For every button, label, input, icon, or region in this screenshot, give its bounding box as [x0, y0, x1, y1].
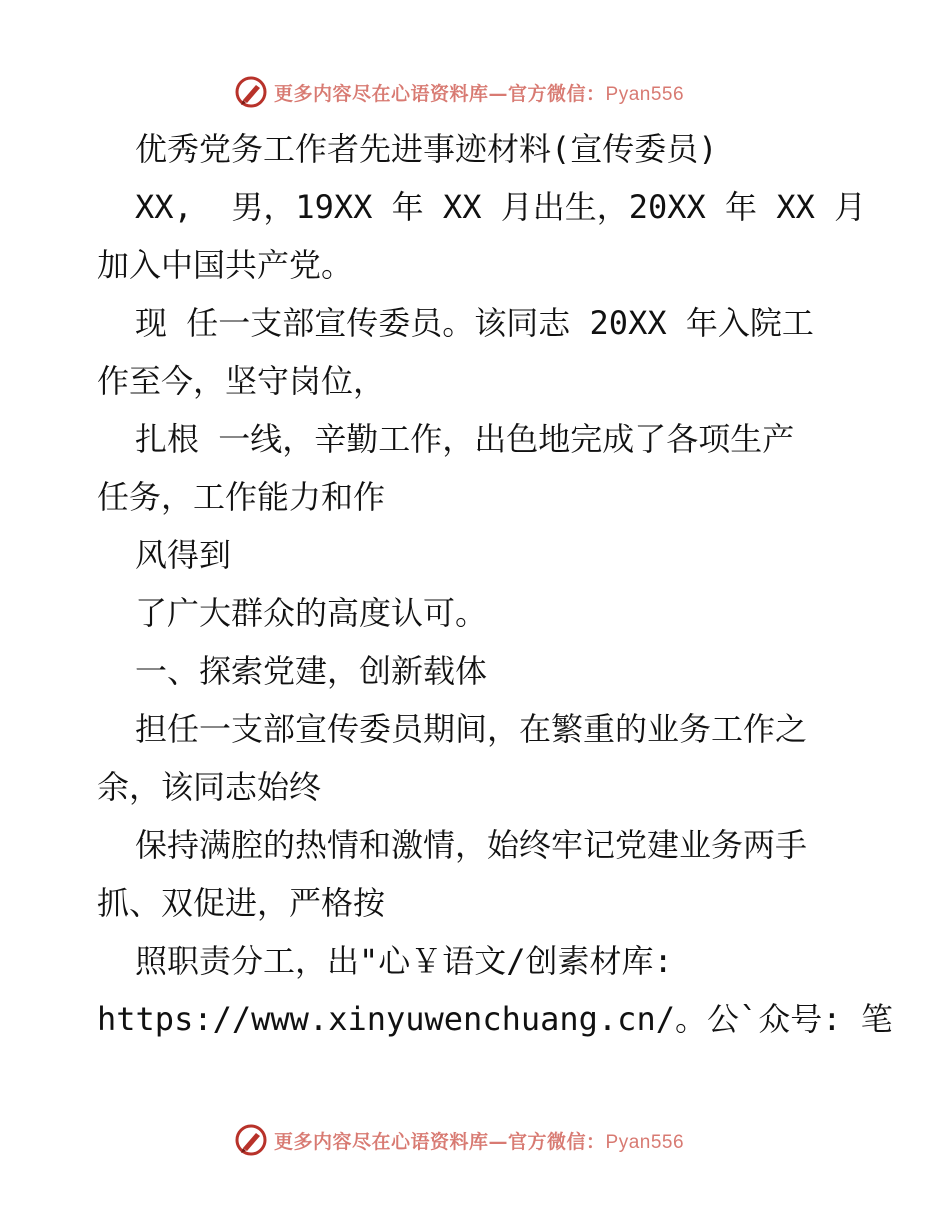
paragraph-line: 扎根 一线，辛勤工作，出色地完成了各项生产 [135, 420, 795, 458]
paragraph-line: 任务，工作能力和作 [97, 478, 386, 516]
paragraph-line: 抓、双促进，严格按 [97, 884, 386, 922]
pen-logo-icon [234, 75, 268, 109]
pen-logo-icon [234, 1123, 268, 1157]
document-body [97, 120, 893, 1048]
footer-site-text: 更多内容尽在心语资料库—官方微信： [274, 1130, 606, 1153]
paragraph-line: 余，该同志始终 [97, 768, 322, 806]
paragraph-line: 现 任一支部宣传委员。该同志 20XX 年入院工 [135, 304, 814, 342]
section-heading: 一、探索党建，创新载体 [135, 652, 488, 690]
paragraph-line: 担任一支部宣传委员期间，在繁重的业务工作之 [135, 710, 808, 748]
document-title: 优秀党务工作者先进事迹材料(宣传委员) [135, 130, 718, 168]
footer-banner [234, 1120, 754, 1160]
footer-wechat-id: Pyan556 [605, 1131, 685, 1153]
header-site-text: 更多内容尽在心语资料库—官方微信： [274, 82, 606, 105]
url-line: https://www.xinyuwenchuang.cn/。公`众号: 笔 [97, 1000, 893, 1038]
header-banner-text [274, 79, 684, 106]
paragraph-line: XX, 男，19XX 年 XX 月出生，20XX 年 XX 月 [135, 188, 867, 226]
paragraph-line: 了广大群众的高度认可。 [135, 594, 488, 632]
paragraph-line: 照职责分工，出"心￥语文/创素材库: [135, 942, 673, 980]
footer-banner-text [274, 1127, 684, 1154]
paragraph-line: 作至今，坚守岗位， [97, 362, 386, 400]
header-wechat-id: Pyan556 [605, 83, 685, 105]
paragraph-line: 保持满腔的热情和激情，始终牢记党建业务两手 [135, 826, 808, 864]
paragraph-line: 加入中国共产党。 [97, 246, 354, 284]
header-banner [234, 72, 754, 112]
paragraph-line: 风得到 [135, 536, 232, 574]
